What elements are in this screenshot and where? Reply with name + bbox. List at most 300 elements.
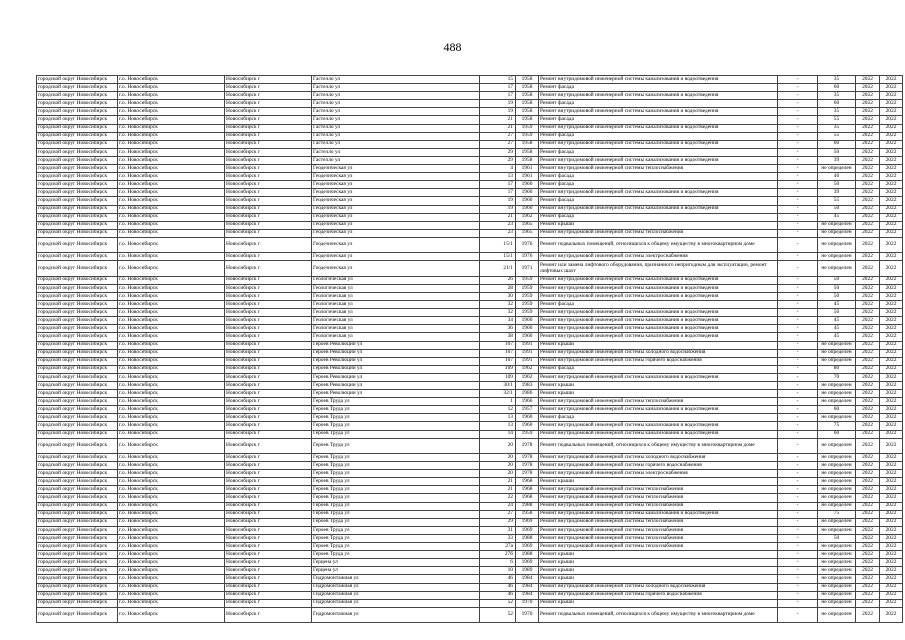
cell-street: Героев Труда ул: [312, 454, 480, 462]
cell-settlement: г.о. Новосибирск: [118, 462, 225, 470]
cell-year-start: 2022: [856, 414, 880, 422]
cell-dash: -: [778, 462, 818, 470]
cell-dash: -: [778, 100, 818, 108]
cell-dash: -: [778, 414, 818, 422]
cell-dash: -: [778, 551, 818, 559]
cell-dash: -: [778, 213, 818, 221]
cell-year-end: 2022: [880, 84, 903, 92]
cell-municipality: городской округ Новосибирск: [37, 253, 118, 261]
cell-street: Гастелло ул: [312, 148, 480, 156]
cell-build-year: 1958: [516, 140, 539, 148]
cell-settlement: г.о. Новосибирск: [118, 486, 225, 494]
cell-city: Новосибирск г: [225, 559, 312, 567]
cell-amount: 55: [818, 116, 856, 124]
cell-settlement: г.о. Новосибирск: [118, 84, 225, 92]
cell-city: Новосибирск г: [225, 462, 312, 470]
cell-year-start: 2022: [856, 309, 880, 317]
cell-amount: не определен: [818, 607, 856, 622]
cell-city: Новосибирск г: [225, 116, 312, 124]
cell-work-type: Ремонт подвальных помещений, относящихся к общему имуществу в многоквартирном доме: [539, 237, 778, 252]
cell-house-number: 109: [480, 373, 516, 381]
cell-house-number: 10: [480, 567, 516, 575]
cell-build-year: 1958: [516, 100, 539, 108]
cell-work-type: Ремонт фасада: [539, 100, 778, 108]
cell-street: Героев Труда ул: [312, 526, 480, 534]
cell-dash: -: [778, 406, 818, 414]
cell-municipality: городской округ Новосибирск: [37, 510, 118, 518]
cell-house-number: 32/1: [480, 390, 516, 398]
cell-work-type: Ремонт внутридомовой инженерной системы канализования и водоотведения: [539, 189, 778, 197]
cell-city: Новосибирск г: [225, 205, 312, 213]
cell-year-start: 2022: [856, 478, 880, 486]
cell-settlement: г.о. Новосибирск: [118, 116, 225, 124]
cell-street: Героев Труда ул: [312, 543, 480, 551]
cell-settlement: г.о. Новосибирск: [118, 390, 225, 398]
cell-year-end: 2022: [880, 373, 903, 381]
cell-amount: не определен: [818, 398, 856, 406]
cell-year-start: 2022: [856, 317, 880, 325]
cell-settlement: г.о. Новосибирск: [118, 406, 225, 414]
cell-municipality: городской округ Новосибирск: [37, 462, 118, 470]
cell-amount: не определен: [818, 543, 856, 551]
cell-amount: 50: [818, 534, 856, 542]
cell-build-year: 1988: [516, 551, 539, 559]
cell-dash: -: [778, 132, 818, 140]
cell-year-start: 2022: [856, 197, 880, 205]
cell-year-start: 2022: [856, 173, 880, 181]
cell-settlement: г.о. Новосибирск: [118, 165, 225, 173]
cell-house-number: 17: [480, 84, 516, 92]
table-row: [37, 317, 903, 325]
cell-work-type: Ремонт внутридомовой инженерной системы канализования и водоотведения: [539, 76, 778, 84]
cell-amount: 50: [818, 292, 856, 300]
cell-work-type: Ремонт крыши: [539, 478, 778, 486]
cell-city: Новосибирск г: [225, 470, 312, 478]
cell-year-start: 2022: [856, 148, 880, 156]
cell-year-end: 2022: [880, 325, 903, 333]
cell-year-end: 2022: [880, 494, 903, 502]
cell-house-number: 21/1: [480, 261, 516, 276]
cell-city: Новосибирск г: [225, 301, 312, 309]
cell-dash: -: [778, 349, 818, 357]
table-row: [37, 398, 903, 406]
cell-city: Новосибирск г: [225, 284, 312, 292]
cell-year-start: 2022: [856, 292, 880, 300]
cell-dash: -: [778, 422, 818, 430]
cell-build-year: 1960: [516, 181, 539, 189]
cell-year-start: 2022: [856, 100, 880, 108]
cell-build-year: 1991: [516, 341, 539, 349]
cell-dash: -: [778, 333, 818, 341]
cell-municipality: городской округ Новосибирск: [37, 486, 118, 494]
cell-year-end: 2022: [880, 333, 903, 341]
cell-settlement: г.о. Новосибирск: [118, 591, 225, 599]
cell-municipality: городской округ Новосибирск: [37, 116, 118, 124]
cell-amount: 50: [818, 205, 856, 213]
cell-street: Гидромонтажная ул: [312, 583, 480, 591]
cell-city: Новосибирск г: [225, 510, 312, 518]
cell-settlement: г.о. Новосибирск: [118, 398, 225, 406]
cell-amount: 75: [818, 422, 856, 430]
table-body: [37, 76, 903, 623]
cell-dash: -: [778, 599, 818, 607]
cell-city: Новосибирск г: [225, 76, 312, 84]
cell-year-end: 2022: [880, 438, 903, 453]
cell-build-year: 1961: [516, 165, 539, 173]
cell-street: Героев Труда ул: [312, 406, 480, 414]
cell-municipality: городской округ Новосибирск: [37, 575, 118, 583]
table-row: [37, 132, 903, 140]
cell-settlement: г.о. Новосибирск: [118, 534, 225, 542]
cell-year-start: 2022: [856, 534, 880, 542]
cell-city: Новосибирск г: [225, 132, 312, 140]
cell-house-number: 20: [480, 462, 516, 470]
cell-build-year: 1991: [516, 349, 539, 357]
cell-build-year: 1991: [516, 357, 539, 365]
cell-amount: 45: [818, 325, 856, 333]
cell-house-number: 17: [480, 92, 516, 100]
cell-year-start: 2022: [856, 349, 880, 357]
cell-street: Героев Революции ул: [312, 357, 480, 365]
cell-work-type: Ремонт или замена лифтового оборудования, признанного непригодным для эксплуатации, ремонт лифтовых шахт: [539, 261, 778, 276]
cell-work-type: Ремонт подвальных помещений, относящихся к общему имуществу в многоквартирном доме: [539, 438, 778, 453]
cell-municipality: городской округ Новосибирск: [37, 292, 118, 300]
cell-house-number: 107: [480, 341, 516, 349]
cell-municipality: городской округ Новосибирск: [37, 518, 118, 526]
table-row: [37, 599, 903, 607]
cell-house-number: 27б: [480, 551, 516, 559]
cell-street: Героев Труда ул: [312, 478, 480, 486]
table-row: [37, 438, 903, 453]
cell-amount: 60: [818, 406, 856, 414]
cell-year-end: 2022: [880, 607, 903, 622]
cell-street: Гидромонтажная ул: [312, 575, 480, 583]
cell-year-end: 2022: [880, 292, 903, 300]
cell-year-start: 2022: [856, 486, 880, 494]
cell-street: Гастелло ул: [312, 92, 480, 100]
cell-year-start: 2022: [856, 253, 880, 261]
cell-city: Новосибирск г: [225, 189, 312, 197]
cell-year-end: 2022: [880, 365, 903, 373]
table-row: [37, 502, 903, 510]
cell-amount: не определен: [818, 357, 856, 365]
cell-year-start: 2022: [856, 284, 880, 292]
cell-year-end: 2022: [880, 518, 903, 526]
cell-house-number: 32: [480, 301, 516, 309]
cell-year-end: 2022: [880, 116, 903, 124]
cell-settlement: г.о. Новосибирск: [118, 583, 225, 591]
table-row: [37, 284, 903, 292]
cell-city: Новосибирск г: [225, 373, 312, 381]
cell-settlement: г.о. Новосибирск: [118, 148, 225, 156]
cell-street: Геодезическая ул: [312, 197, 480, 205]
cell-year-start: 2022: [856, 205, 880, 213]
table-row: [37, 591, 903, 599]
cell-municipality: городской округ Новосибирск: [37, 390, 118, 398]
cell-city: Новосибирск г: [225, 357, 312, 365]
cell-dash: -: [778, 591, 818, 599]
cell-settlement: г.о. Новосибирск: [118, 333, 225, 341]
cell-house-number: 15: [480, 76, 516, 84]
cell-work-type: Ремонт внутридомовой инженерной системы теплоснабжения: [539, 494, 778, 502]
cell-build-year: 1970: [516, 599, 539, 607]
cell-city: Новосибирск г: [225, 333, 312, 341]
cell-year-start: 2022: [856, 92, 880, 100]
cell-build-year: 1958: [516, 92, 539, 100]
cell-build-year: 1958: [516, 116, 539, 124]
cell-work-type: Ремонт внутридомовой инженерной системы холодного водоснабжения: [539, 349, 778, 357]
cell-amount: 75: [818, 510, 856, 518]
cell-amount: 45: [818, 213, 856, 221]
cell-settlement: г.о. Новосибирск: [118, 357, 225, 365]
cell-work-type: Ремонт внутридомовой инженерной системы канализования и водоотведения: [539, 156, 778, 164]
cell-street: Геодезическая ул: [312, 221, 480, 229]
cell-municipality: городской округ Новосибирск: [37, 205, 118, 213]
cell-year-end: 2022: [880, 414, 903, 422]
cell-amount: 39: [818, 189, 856, 197]
table-row: [37, 116, 903, 124]
cell-street: Героев Труда ул: [312, 430, 480, 438]
table-row: [37, 181, 903, 189]
cell-municipality: городской округ Новосибирск: [37, 526, 118, 534]
cell-street: Гастелло ул: [312, 156, 480, 164]
table-row: [37, 100, 903, 108]
cell-municipality: городской округ Новосибирск: [37, 333, 118, 341]
cell-municipality: городской округ Новосибирск: [37, 406, 118, 414]
cell-year-start: 2022: [856, 518, 880, 526]
cell-amount: не определен: [818, 575, 856, 583]
cell-year-start: 2022: [856, 583, 880, 591]
cell-build-year: 1978: [516, 462, 539, 470]
cell-street: Геодезическая ул: [312, 253, 480, 261]
cell-municipality: городской округ Новосибирск: [37, 309, 118, 317]
cell-city: Новосибирск г: [225, 543, 312, 551]
cell-build-year: 1983: [516, 381, 539, 389]
cell-street: Гастелло ул: [312, 76, 480, 84]
cell-municipality: городской округ Новосибирск: [37, 173, 118, 181]
cell-municipality: городской округ Новосибирск: [37, 357, 118, 365]
cell-street: Героев Труда ул: [312, 422, 480, 430]
cell-year-end: 2022: [880, 567, 903, 575]
cell-dash: -: [778, 454, 818, 462]
cell-build-year: 1988: [516, 534, 539, 542]
cell-municipality: городской округ Новосибирск: [37, 373, 118, 381]
cell-house-number: 29: [480, 148, 516, 156]
cell-municipality: городской округ Новосибирск: [37, 438, 118, 453]
cell-city: Новосибирск г: [225, 406, 312, 414]
cell-year-start: 2022: [856, 543, 880, 551]
cell-amount: не определен: [818, 470, 856, 478]
table-row: [37, 156, 903, 164]
cell-year-start: 2022: [856, 132, 880, 140]
cell-settlement: г.о. Новосибирск: [118, 502, 225, 510]
cell-settlement: г.о. Новосибирск: [118, 365, 225, 373]
cell-settlement: г.о. Новосибирск: [118, 301, 225, 309]
cell-year-start: 2022: [856, 365, 880, 373]
cell-settlement: г.о. Новосибирск: [118, 575, 225, 583]
cell-year-end: 2022: [880, 205, 903, 213]
cell-house-number: 21: [480, 124, 516, 132]
cell-settlement: г.о. Новосибирск: [118, 156, 225, 164]
cell-dash: -: [778, 189, 818, 197]
cell-build-year: 1984: [516, 575, 539, 583]
cell-street: Гастелло ул: [312, 100, 480, 108]
cell-city: Новосибирск г: [225, 414, 312, 422]
cell-street: Героев Труда ул: [312, 462, 480, 470]
page-number: 488: [443, 40, 462, 54]
cell-municipality: городской округ Новосибирск: [37, 502, 118, 510]
cell-city: Новосибирск г: [225, 365, 312, 373]
cell-house-number: 19: [480, 197, 516, 205]
cell-year-end: 2022: [880, 140, 903, 148]
cell-settlement: г.о. Новосибирск: [118, 173, 225, 181]
cell-year-start: 2022: [856, 551, 880, 559]
cell-year-start: 2022: [856, 591, 880, 599]
cell-amount: не определен: [818, 583, 856, 591]
cell-year-start: 2022: [856, 341, 880, 349]
cell-settlement: г.о. Новосибирск: [118, 478, 225, 486]
cell-street: Героев Революции ул: [312, 349, 480, 357]
cell-settlement: г.о. Новосибирск: [118, 599, 225, 607]
cell-settlement: г.о. Новосибирск: [118, 567, 225, 575]
cell-work-type: Ремонт внутридомовой инженерной системы канализования и водоотведения: [539, 373, 778, 381]
cell-municipality: городской округ Новосибирск: [37, 276, 118, 284]
cell-work-type: Ремонт внутридомовой инженерной системы канализования и водоотведения: [539, 325, 778, 333]
cell-settlement: г.о. Новосибирск: [118, 373, 225, 381]
cell-year-end: 2022: [880, 173, 903, 181]
cell-amount: 60: [818, 140, 856, 148]
cell-build-year: 1969: [516, 543, 539, 551]
cell-settlement: г.о. Новосибирск: [118, 325, 225, 333]
table-row: [37, 108, 903, 116]
cell-dash: -: [778, 341, 818, 349]
cell-work-type: Ремонт внутридомовой инженерной системы электроснабжения: [539, 253, 778, 261]
cell-work-type: Ремонт внутридомовой инженерной системы теплоснабжения: [539, 398, 778, 406]
cell-municipality: городской округ Новосибирск: [37, 325, 118, 333]
cell-street: Геодезическая ул: [312, 189, 480, 197]
cell-settlement: г.о. Новосибирск: [118, 559, 225, 567]
cell-work-type: Ремонт внутридомовой инженерной системы канализования и водоотведения: [539, 406, 778, 414]
cell-build-year: 1978: [516, 454, 539, 462]
cell-build-year: 1969: [516, 559, 539, 567]
cell-house-number: 27а: [480, 543, 516, 551]
cell-year-end: 2022: [880, 100, 903, 108]
cell-amount: 39: [818, 156, 856, 164]
cell-city: Новосибирск г: [225, 534, 312, 542]
cell-settlement: г.о. Новосибирск: [118, 181, 225, 189]
cell-amount: 80: [818, 365, 856, 373]
cell-street: Героев Труда ул: [312, 398, 480, 406]
cell-city: Новосибирск г: [225, 494, 312, 502]
cell-year-start: 2022: [856, 108, 880, 116]
cell-dash: -: [778, 124, 818, 132]
cell-street: Геологическая ул: [312, 325, 480, 333]
table-row: [37, 365, 903, 373]
cell-dash: -: [778, 156, 818, 164]
cell-dash: -: [778, 518, 818, 526]
table-row: [37, 422, 903, 430]
cell-year-start: 2022: [856, 213, 880, 221]
cell-work-type: Ремонт внутридомовой инженерной системы канализования и водоотведения: [539, 510, 778, 518]
cell-work-type: Ремонт крыши: [539, 221, 778, 229]
cell-work-type: Ремонт фасада: [539, 116, 778, 124]
cell-settlement: г.о. Новосибирск: [118, 292, 225, 300]
cell-work-type: Ремонт внутридомовой инженерной системы горячего водоснабжения: [539, 357, 778, 365]
table-row: [37, 333, 903, 341]
cell-amount: 45: [818, 317, 856, 325]
table-row: [37, 221, 903, 229]
cell-year-start: 2022: [856, 301, 880, 309]
cell-city: Новосибирск г: [225, 173, 312, 181]
cell-dash: -: [778, 76, 818, 84]
cell-city: Новосибирск г: [225, 583, 312, 591]
cell-year-end: 2022: [880, 92, 903, 100]
cell-street: Гидромонтажная ул: [312, 599, 480, 607]
cell-work-type: Ремонт внутридомовой инженерной системы канализования и водоотведения: [539, 205, 778, 213]
cell-municipality: городской округ Новосибирск: [37, 284, 118, 292]
cell-municipality: городской округ Новосибирск: [37, 197, 118, 205]
cell-street: Героев Труда ул: [312, 510, 480, 518]
cell-year-end: 2022: [880, 189, 903, 197]
cell-house-number: 46: [480, 591, 516, 599]
cell-amount: не определен: [818, 414, 856, 422]
cell-city: Новосибирск г: [225, 518, 312, 526]
cell-year-end: 2022: [880, 551, 903, 559]
cell-year-end: 2022: [880, 349, 903, 357]
cell-settlement: г.о. Новосибирск: [118, 430, 225, 438]
cell-amount: 50: [818, 181, 856, 189]
cell-year-start: 2022: [856, 494, 880, 502]
cell-build-year: 1966: [516, 398, 539, 406]
cell-house-number: 38: [480, 333, 516, 341]
cell-city: Новосибирск г: [225, 607, 312, 622]
cell-street: Гидромонтажная ул: [312, 607, 480, 622]
cell-year-end: 2022: [880, 454, 903, 462]
cell-work-type: Ремонт внутридомовой инженерной системы теплоснабжения: [539, 534, 778, 542]
cell-house-number: 31: [480, 526, 516, 534]
cell-municipality: городской округ Новосибирск: [37, 156, 118, 164]
cell-amount: не определен: [818, 438, 856, 453]
cell-year-end: 2022: [880, 76, 903, 84]
cell-settlement: г.о. Новосибирск: [118, 438, 225, 453]
cell-year-end: 2022: [880, 398, 903, 406]
cell-street: Гидромонтажная ул: [312, 591, 480, 599]
cell-city: Новосибирск г: [225, 575, 312, 583]
cell-house-number: 19: [480, 205, 516, 213]
cell-amount: 50: [818, 148, 856, 156]
cell-house-number: 46: [480, 583, 516, 591]
cell-build-year: 1968: [516, 494, 539, 502]
cell-street: Героев Революции ул: [312, 390, 480, 398]
cell-dash: -: [778, 365, 818, 373]
cell-street: Геодезическая ул: [312, 237, 480, 252]
cell-work-type: Ремонт крыши: [539, 390, 778, 398]
cell-municipality: городской округ Новосибирск: [37, 365, 118, 373]
cell-year-start: 2022: [856, 575, 880, 583]
cell-amount: не определен: [818, 381, 856, 389]
cell-house-number: 17: [480, 181, 516, 189]
cell-dash: -: [778, 430, 818, 438]
cell-build-year: 1958: [516, 510, 539, 518]
cell-year-start: 2022: [856, 607, 880, 622]
cell-amount: 60: [818, 430, 856, 438]
cell-year-end: 2022: [880, 301, 903, 309]
cell-settlement: г.о. Новосибирск: [118, 197, 225, 205]
cell-build-year: 1960: [516, 189, 539, 197]
cell-year-end: 2022: [880, 470, 903, 478]
cell-year-start: 2022: [856, 398, 880, 406]
cell-house-number: 107: [480, 349, 516, 357]
